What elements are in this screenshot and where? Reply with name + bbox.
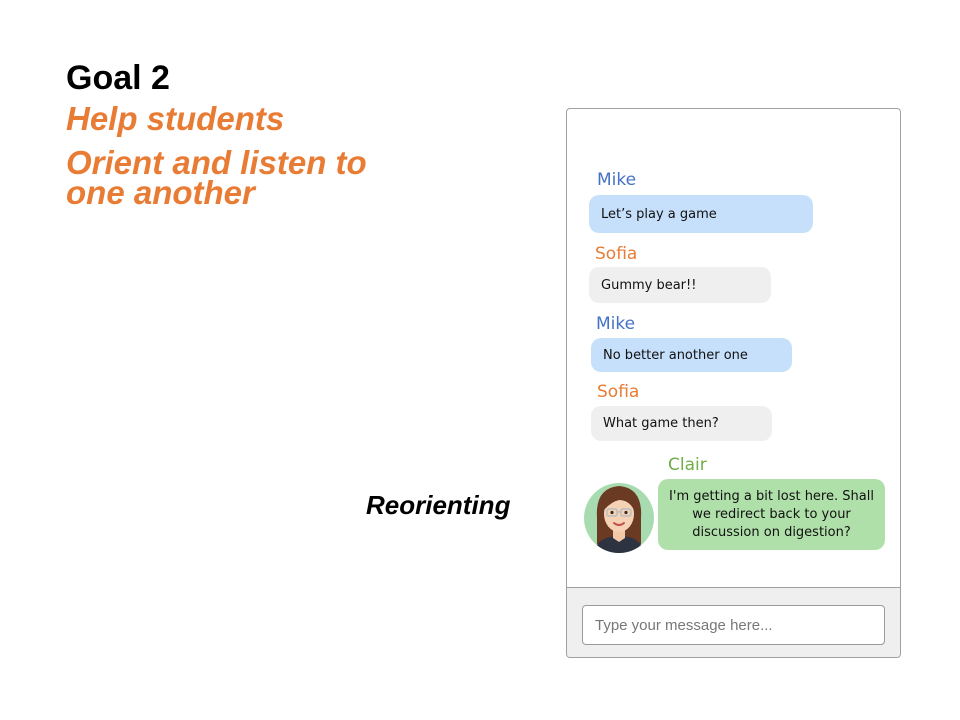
chat-window — [566, 108, 901, 658]
chat-input-bar — [567, 587, 900, 658]
chat-bubble-sofia: Gummy bear!! — [589, 267, 771, 303]
goal-subtitle-orient: Orient and listen to one another — [66, 144, 367, 211]
sender-name-mike: Mike — [597, 170, 637, 190]
message-input[interactable] — [582, 605, 885, 645]
sender-name-clair: Clair — [668, 455, 707, 475]
reorienting-caption: Reorienting — [366, 490, 511, 520]
goal-title: Goal 2 — [66, 59, 170, 97]
sender-name-mike: Mike — [596, 314, 636, 334]
tutor-avatar-icon — [583, 474, 655, 554]
goal-subtitle-help: Help students — [66, 100, 285, 137]
chat-bubble-mike: No better another one — [591, 338, 792, 372]
sender-name-sofia: Sofia — [597, 382, 640, 402]
sender-name-sofia: Sofia — [595, 244, 638, 264]
chat-bubble-mike: Let’s play a game — [589, 195, 813, 233]
chat-bubble-sofia: What game then? — [591, 406, 772, 441]
chat-bubble-clair: I'm getting a bit lost here. Shall we redirect back to your discussion on digestion? — [658, 479, 885, 550]
